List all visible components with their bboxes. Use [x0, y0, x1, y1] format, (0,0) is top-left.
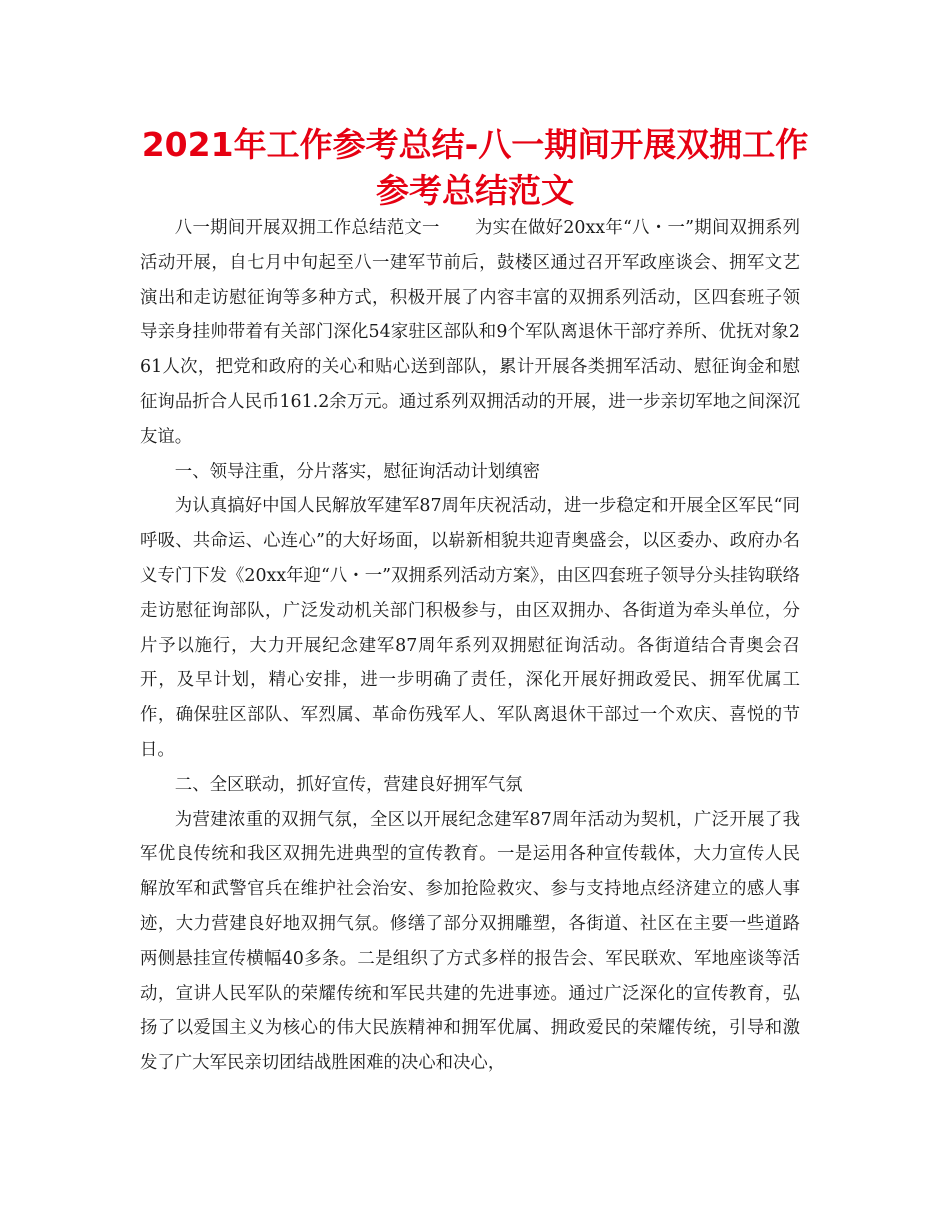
document-body: [140, 211, 800, 1081]
intro-paragraph: 八一期间开展双拥工作总结范文一 为实在做好20xx年“八・一”期间双拥系列活动开展，自七月中旬起至八一建军节前后，鼓楼区通过召开军政座谈会、拥军文艺演出和走访慰征询等多种方式，积极开展了内容丰富的双拥系列活动，区四套班子领导亲身挂帅带着有关部门深化54家驻区部队和9个军队离退休干部疗养所、优抚对象261人次，把党和政府的关心和贴心送到部队，累计开展各类拥军活动、慰征询金和慰征询品折合人民币161.2余万元。通过系列双拥活动的开展，进一步亲切军地之间深沉友谊。: [140, 218, 800, 447]
section-paragraph-1: 为认真搞好中国人民解放军建军87周年庆祝活动，进一步稳定和开展全区军民“同呼吸、共命运、心连心”的大好场面，以崭新相貌共迎青奥盛会，以区委办、政府办名义专门下发《20xx年迎“八・一”双拥系列活动方案》，由区四套班子领导分头挂钩联络走访慰征询部队，广泛发动机关部门积极参与，由区双拥办、各街道为牵头单位，分片予以施行，大力开展纪念建军87周年系列双拥慰征询活动。各街道结合青奥会召开，及早计划，精心安排，进一步明确了责任，深化开展好拥政爱民、拥军优属工作，确保驻区部队、军烈属、革命伤残军人、军队离退休干部过一个欢庆、喜悦的节日。: [140, 496, 800, 760]
section-paragraph-2: 为营建浓重的双拥气氛，全区以开展纪念建军87周年活动为契机，广泛开展了我军优良传统和我区双拥先进典型的宣传教育。一是运用各种宣传载体，大力宣传人民解放军和武警官兵在维护社会治安、参加抢险救灾、参与支持地点经济建立的感人事迹，大力营建良好地双拥气氛。修缮了部分双拥雕塑，各街道、社区在主要一些道路两侧悬挂宣传横幅40多条。二是组织了方式多样的报告会、军民联欢、军地座谈等活动，宣讲人民军队的荣耀传统和军民共建的先进事迹。通过广泛深化的宣传教育，弘扬了以爱国主义为核心的伟大民族精神和拥军优属、拥政爱民的荣耀传统，引导和激发了广大军民亲切团结战胜困难的决心和决心，: [140, 809, 800, 1074]
document-title: 2021年工作参考总结-八一期间开展双拥工作参考总结范文: [141, 125, 809, 210]
section-heading-2: 二、全区联动，抓好宣传，营建良好拥军气氛: [174, 774, 523, 795]
section-heading-1: 一、领导注重，分片落实，慰征询活动计划缜密: [174, 461, 541, 482]
